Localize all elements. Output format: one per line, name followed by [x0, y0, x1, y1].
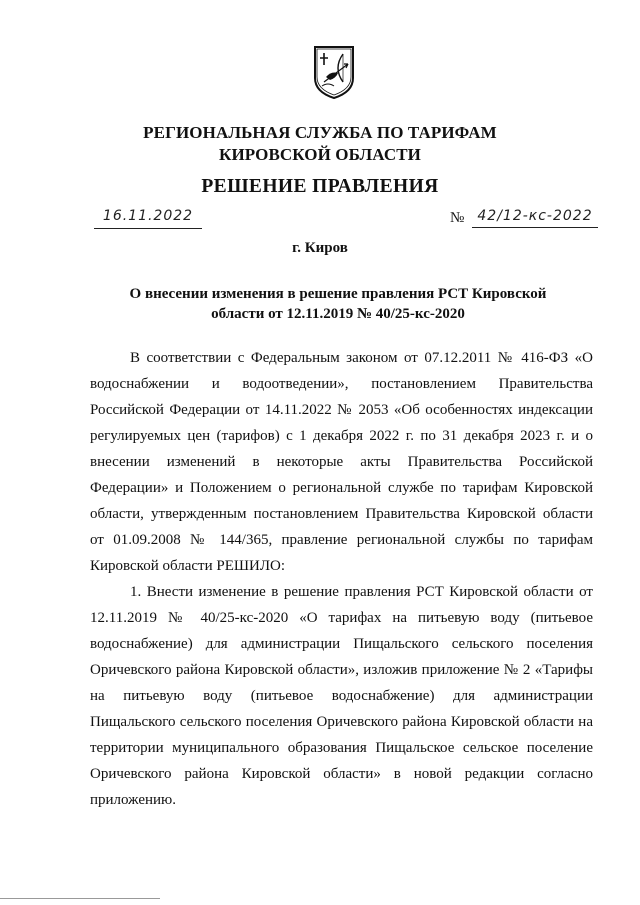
document-number-value: 42/12-кс-2022 — [472, 208, 598, 228]
body-paragraph-1: В соответствии с Федеральным законом от 07.12.2011 № 416-ФЗ «О водоснабжении и водоотведении», постановлением Правительства Российской Федерации от 14.11.2022 № 2053 «Об особенностях индексации регулируемых цен (тарифов) с 1 декабря 2022 г. по 31 декабря 2023 г. и о внесении изменений в некоторые акты Правительства Российской Федерации» и Положением о региональной службе по тарифам Кировской области, утвержденным постановлением Правительства Кировской области от 01.09.2008 № 144/365, правление региональной службы по тарифам Кировской области РЕШИЛО: — [90, 350, 593, 574]
document-number — [450, 208, 600, 228]
organization-name — [0, 122, 640, 166]
subject-line-2: области от 12.11.2019 № 40/25-кс-2020 — [211, 306, 465, 322]
number-sign: № — [450, 210, 465, 226]
organization-line-1: РЕГИОНАЛЬНАЯ СЛУЖБА ПО ТАРИФАМ — [143, 123, 497, 142]
city: г. Киров — [292, 240, 348, 256]
coat-of-arms-icon — [312, 44, 356, 100]
organization-line-2: КИРОВСКОЙ ОБЛАСТИ — [219, 145, 421, 164]
body-paragraph-2: 1. Внести изменение в решение правления РСТ Кировской области от 12.11.2019 № 40/25-кс-2020 «О тарифах на питьевую воду (питьевое водоснабжение) для администрации Пищальского сельского поселения Оричевского района Кировской области», изложив приложение № 2 «Тарифы на питьевую воду (питьевое водоснабжение) для администрации Пищальского сельского поселения Оричевского района Кировской области на территории муниципального образования Пищальское сельское поселение Оричевского района Кировской области» в новой редакции согласно приложению. — [90, 584, 593, 808]
document-type-title: РЕШЕНИЕ ПРАВЛЕНИЯ — [201, 176, 439, 197]
document-subject — [118, 284, 558, 324]
subject-line-1: О внесении изменения в решение правления РСТ Кировской — [129, 286, 547, 302]
document-date: 16.11.2022 — [94, 208, 202, 229]
document-body — [90, 345, 593, 813]
footer-divider — [0, 898, 160, 899]
